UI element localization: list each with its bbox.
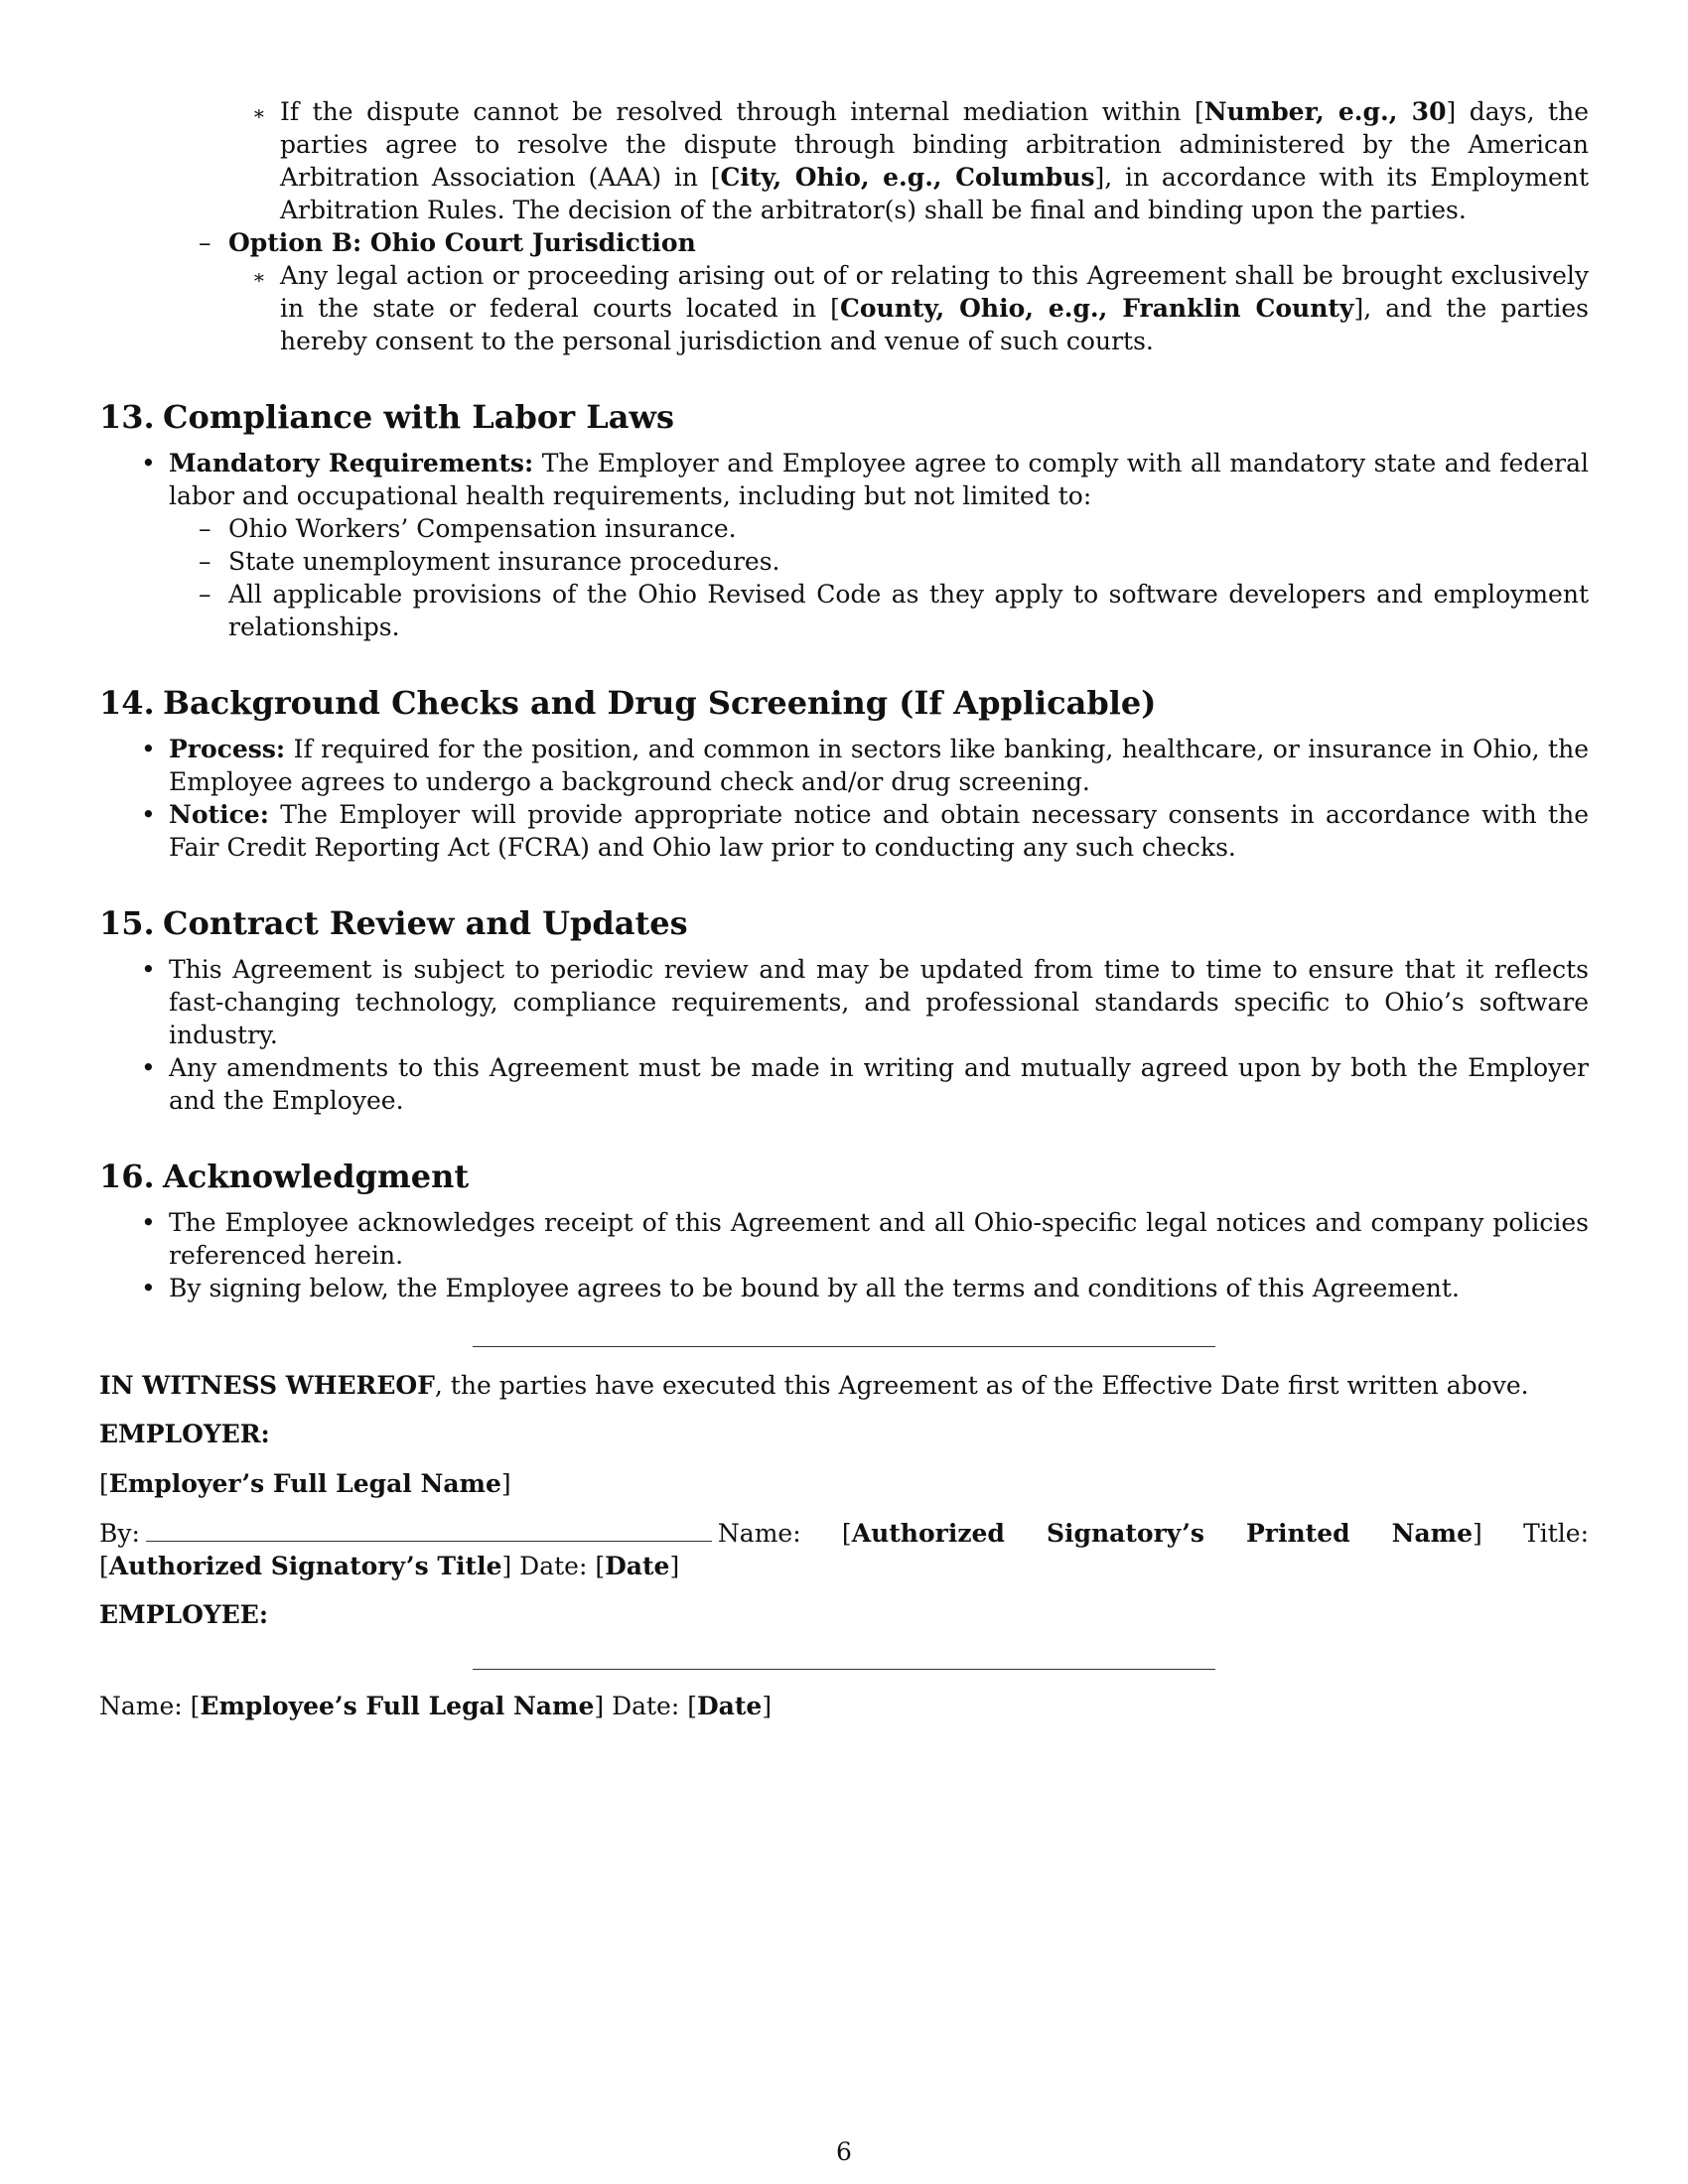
bullet-icon: •: [141, 449, 156, 478]
list-item: • By signing below, the Employee agrees to be bound by all the terms and conditions of this Agreement.: [141, 1274, 1460, 1302]
employee-name-line: Name: [Employee’s Full Legal Name] Date: [Date]: [99, 1692, 773, 1720]
process-item: • Process: If required for the position, and common in sectors like banking, healthcare, or insurance in Ohio, the Employee agrees to undergo a background check and/or drug screening.: [141, 735, 1589, 796]
dash-bullet-icon: –: [199, 547, 211, 576]
asterisk-bullet-icon: ∗: [252, 101, 266, 125]
bullet-icon: •: [141, 800, 156, 829]
list-item: • Any amendments to this Agreement must be made in writing and mutually agreed upon by both the Employer and the Employee.: [141, 1053, 1589, 1115]
bullet-icon: •: [141, 735, 156, 763]
section-14-heading: 14. Background Checks and Drug Screening (If Applicable): [99, 684, 1157, 722]
employer-heading: EMPLOYER:: [99, 1420, 270, 1448]
witness-statement: IN WITNESS WHEREOF, the parties have executed this Agreement as of the Effective Date first written above.: [99, 1371, 1529, 1400]
section-16-heading: 16. Acknowledgment: [99, 1158, 470, 1195]
asterisk-bullet-icon: ∗: [252, 265, 266, 289]
employee-heading: EMPLOYEE:: [99, 1600, 269, 1629]
notice-item: • Notice: The Employer will provide appropriate notice and obtain necessary consents in accordance with the Fair Credit Reporting Act (FCRA) and Ohio law prior to conducting any such checks.: [141, 800, 1589, 862]
dash-bullet-icon: –: [199, 580, 211, 609]
employee-signature-rule[interactable]: [473, 1669, 1215, 1670]
bullet-icon: •: [141, 1208, 156, 1237]
document-page: [99, 95, 1589, 1722]
option-b-heading: – Option B: Ohio Court Jurisdiction: [199, 228, 696, 257]
signature-blank[interactable]: [146, 1517, 712, 1542]
employer-signature-line: By: Name: [Authorized Signatory’s Printed Name] Title: [Authorized Signatory’s Title] Date: [Date]: [99, 1519, 1590, 1580]
section-15-heading: 15. Contract Review and Updates: [99, 904, 688, 942]
page-number: 6: [836, 2137, 852, 2166]
dash-bullet-icon: –: [199, 228, 211, 257]
arbitration-paragraph: ∗ If the dispute cannot be resolved through internal mediation within [Number, e.g., 30] days, the parties agree to resolve the dispute through binding arbitration administered by the American Arbitration Association (AAA) in [City, Ohio, e.g., Columbus], in accordance with its Employment Arbitration Rules. The decision of the arbitrator(s) shall be final and binding upon the parties.: [252, 97, 1589, 224]
employer-name-line: [Employer’s Full Legal Name]: [99, 1469, 511, 1498]
divider: [473, 1346, 1215, 1347]
bullet-icon: •: [141, 1053, 156, 1082]
bullet-icon: •: [141, 955, 156, 984]
list-item: • This Agreement is subject to periodic review and may be updated from time to time to ensure that it reflects fast-changing technology, compliance requirements, and professional standards specific to Ohio’s software industry.: [141, 955, 1589, 1049]
bullet-icon: •: [141, 1274, 156, 1302]
court-jurisdiction-paragraph: ∗ Any legal action or proceeding arising out of or relating to this Agreement shall be brought exclusively in the state or federal courts located in [County, Ohio, e.g., Franklin County], and the parties hereby consent to the personal jurisdiction and venue of such courts.: [252, 261, 1589, 355]
dash-bullet-icon: –: [199, 514, 211, 543]
list-item: – All applicable provisions of the Ohio Revised Code as they apply to software developers and employment relationships.: [199, 580, 1589, 641]
list-item: – State unemployment insurance procedures.: [199, 547, 780, 576]
list-item: – Ohio Workers’ Compensation insurance.: [199, 514, 737, 543]
mandatory-requirements-item: • Mandatory Requirements: The Employer and Employee agree to comply with all mandatory state and federal labor and occupational health requirements, including but not limited to:: [141, 449, 1589, 510]
list-item: • The Employee acknowledges receipt of this Agreement and all Ohio-specific legal notices and company policies referenced herein.: [141, 1208, 1589, 1270]
section-13-heading: 13. Compliance with Labor Laws: [99, 398, 674, 436]
